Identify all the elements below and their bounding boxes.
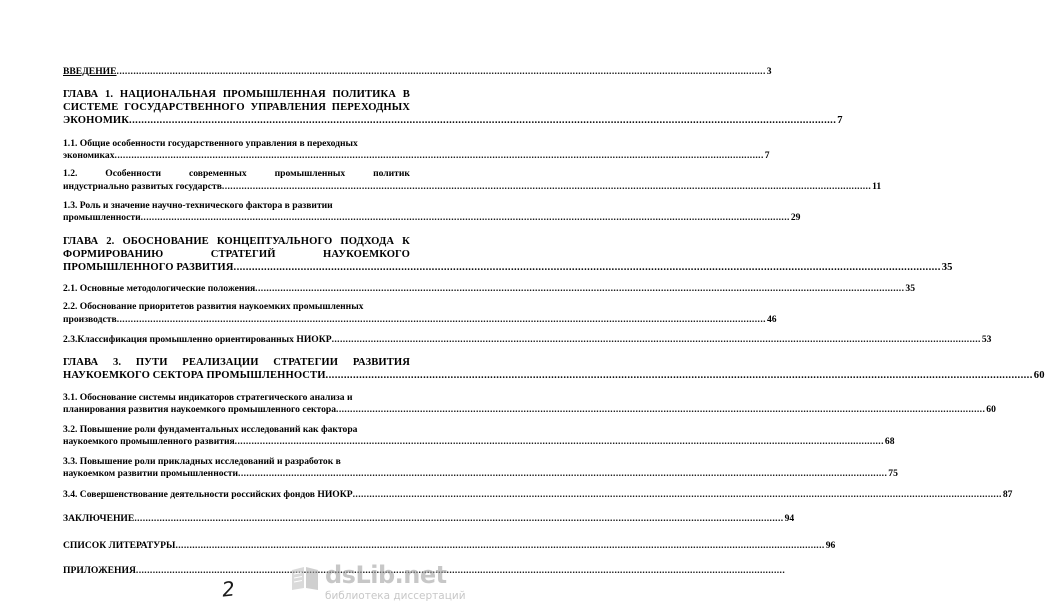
toc-section-1-2-line1: 1.2. Особенности современных промышленных политик	[63, 168, 410, 179]
toc-page-number: 11	[872, 181, 882, 192]
toc-leader-dots	[117, 314, 766, 325]
toc-leader-dots	[175, 540, 824, 551]
toc-section-3-2-line1: 3.2. Повышение роли фундаментальных исследований как фактора	[63, 424, 358, 435]
toc-section-1-1-line2: экономиках ..... 7	[63, 150, 410, 161]
toc-leader-dots	[326, 370, 1033, 382]
watermark	[290, 560, 466, 610]
toc-chapter-2-line3: ПРОМЫШЛЕННОГО РАЗВИТИЯ ..... 35	[63, 262, 410, 274]
toc-leader-dots	[136, 565, 785, 576]
toc-section-3-3-line2: наукоемком развитии промышленности ..... 75	[63, 468, 410, 479]
toc-leader-dots	[115, 150, 764, 161]
toc-page-number: 94	[784, 513, 795, 524]
toc-page-number: 3	[766, 66, 772, 77]
toc-page-number: 46	[766, 314, 777, 325]
toc-page-number: 35	[941, 262, 953, 273]
toc-page-number: 7	[837, 115, 843, 126]
toc-leader-dots	[336, 404, 985, 415]
toc-page-number: 35	[905, 283, 916, 294]
toc-section-3-1-line2: планирования развития наукоемкого промышленного сектора ..... 60	[63, 404, 410, 415]
toc-section-3-2-line2: наукоемкого промышленного развития ..... 68	[63, 436, 410, 447]
watermark-subtitle: библиотека диссертаций	[325, 590, 466, 602]
toc-chapter-1-line2: СИСТЕМЕ ГОСУДАРСТВЕННОГО УПРАВЛЕНИЯ ПЕРЕХОДНЫХ	[63, 102, 410, 113]
toc-page-number: 96	[825, 540, 836, 551]
toc-leader-dots	[117, 66, 766, 77]
toc-section-3-4: 3.4. Совершенствование деятельности российских фондов НИОКР ..... 87	[63, 489, 410, 500]
toc-leader-dots	[222, 181, 871, 192]
toc-leader-dots	[235, 436, 884, 447]
toc-chapter-3-line2: НАУКОЕМКОГО СЕКТОРА ПРОМЫШЛЕННОСТИ ..... 60	[63, 370, 410, 382]
toc-page-number: 60	[1033, 370, 1045, 381]
toc-leader-dots	[332, 334, 981, 345]
toc-page-number: 60	[986, 404, 996, 415]
toc-chapter-1-line1: ГЛАВА 1. НАЦИОНАЛЬНАЯ ПРОМЫШЛЕННАЯ ПОЛИТИКА В	[63, 89, 410, 100]
toc-section-1-3-line1: 1.3. Роль и значение научно-технического фактора в развитии	[63, 200, 333, 211]
toc-chapter-2-line1: ГЛАВА 2. ОБОСНОВАНИЕ КОНЦЕПТУАЛЬНОГО ПОДХОДА К	[63, 236, 410, 247]
toc-section-2-2-line1: 2.2. Обоснование приоритетов развития наукоемких промышленных	[63, 301, 364, 312]
toc-page-number: 68	[884, 436, 895, 447]
toc-page-number: 75	[888, 468, 898, 479]
toc-page-number: 29	[790, 212, 801, 223]
toc-leader-dots	[134, 513, 783, 524]
toc-leader-dots	[129, 115, 836, 127]
toc-page-number: 53	[981, 334, 992, 345]
book-logo-icon	[290, 564, 320, 592]
toc-section-3-3-line1: 3.3. Повышение роли прикладных исследований и разработок в	[63, 456, 341, 467]
toc-section-2-1: 2.1. Основные методологические положения ..... 35	[63, 283, 410, 294]
handwritten-page-number: 2	[220, 576, 236, 602]
toc-entry-intro	[63, 66, 772, 77]
toc-section-2-3: 2.3.Классификация промышленно ориентированных НИОКР ..... 53	[63, 334, 410, 345]
toc-entry-references: СПИСОК ЛИТЕРАТУРЫ ..... 96	[63, 540, 410, 551]
toc-section-1-2-line2: индустриально развитых государств ..... 11	[63, 181, 410, 192]
watermark-title: dsLib.net	[325, 561, 447, 589]
toc-leader-dots	[255, 283, 904, 294]
toc-entry-appendix: ПРИЛОЖЕНИЯ .....	[63, 565, 268, 576]
toc-chapter-1-line3: ЭКОНОМИК ..... 7	[63, 115, 410, 127]
toc-chapter-2-line2: ФОРМИРОВАНИЮ СТРАТЕГИЙ НАУКОЕМКОГО	[63, 249, 410, 260]
toc-leader-dots	[353, 489, 1002, 500]
toc-page-number: 7	[764, 150, 770, 161]
toc-chapter-3-line1: ГЛАВА 3. ПУТИ РЕАЛИЗАЦИИ СТРАТЕГИИ РАЗВИТИЯ	[63, 357, 410, 368]
toc-leader-dots	[141, 212, 790, 223]
toc-page-number: 87	[1002, 489, 1013, 500]
toc-section-3-1-line1: 3.1. Обоснование системы индикаторов стратегического анализа и	[63, 392, 353, 403]
toc-section-2-2-line2: производств ..... 46	[63, 314, 410, 325]
toc-entry-conclusion: ЗАКЛЮЧЕНИЕ ..... 94	[63, 513, 410, 524]
toc-section-1-1-line1: 1.1. Общие особенности государственного управления в переходных	[63, 138, 358, 149]
toc-section-1-3-line2: промышленности ..... 29	[63, 212, 410, 223]
toc-leader-dots	[234, 262, 941, 274]
toc-entry-title: ВВЕДЕНИЕ	[63, 66, 117, 77]
toc-leader-dots	[238, 468, 887, 479]
